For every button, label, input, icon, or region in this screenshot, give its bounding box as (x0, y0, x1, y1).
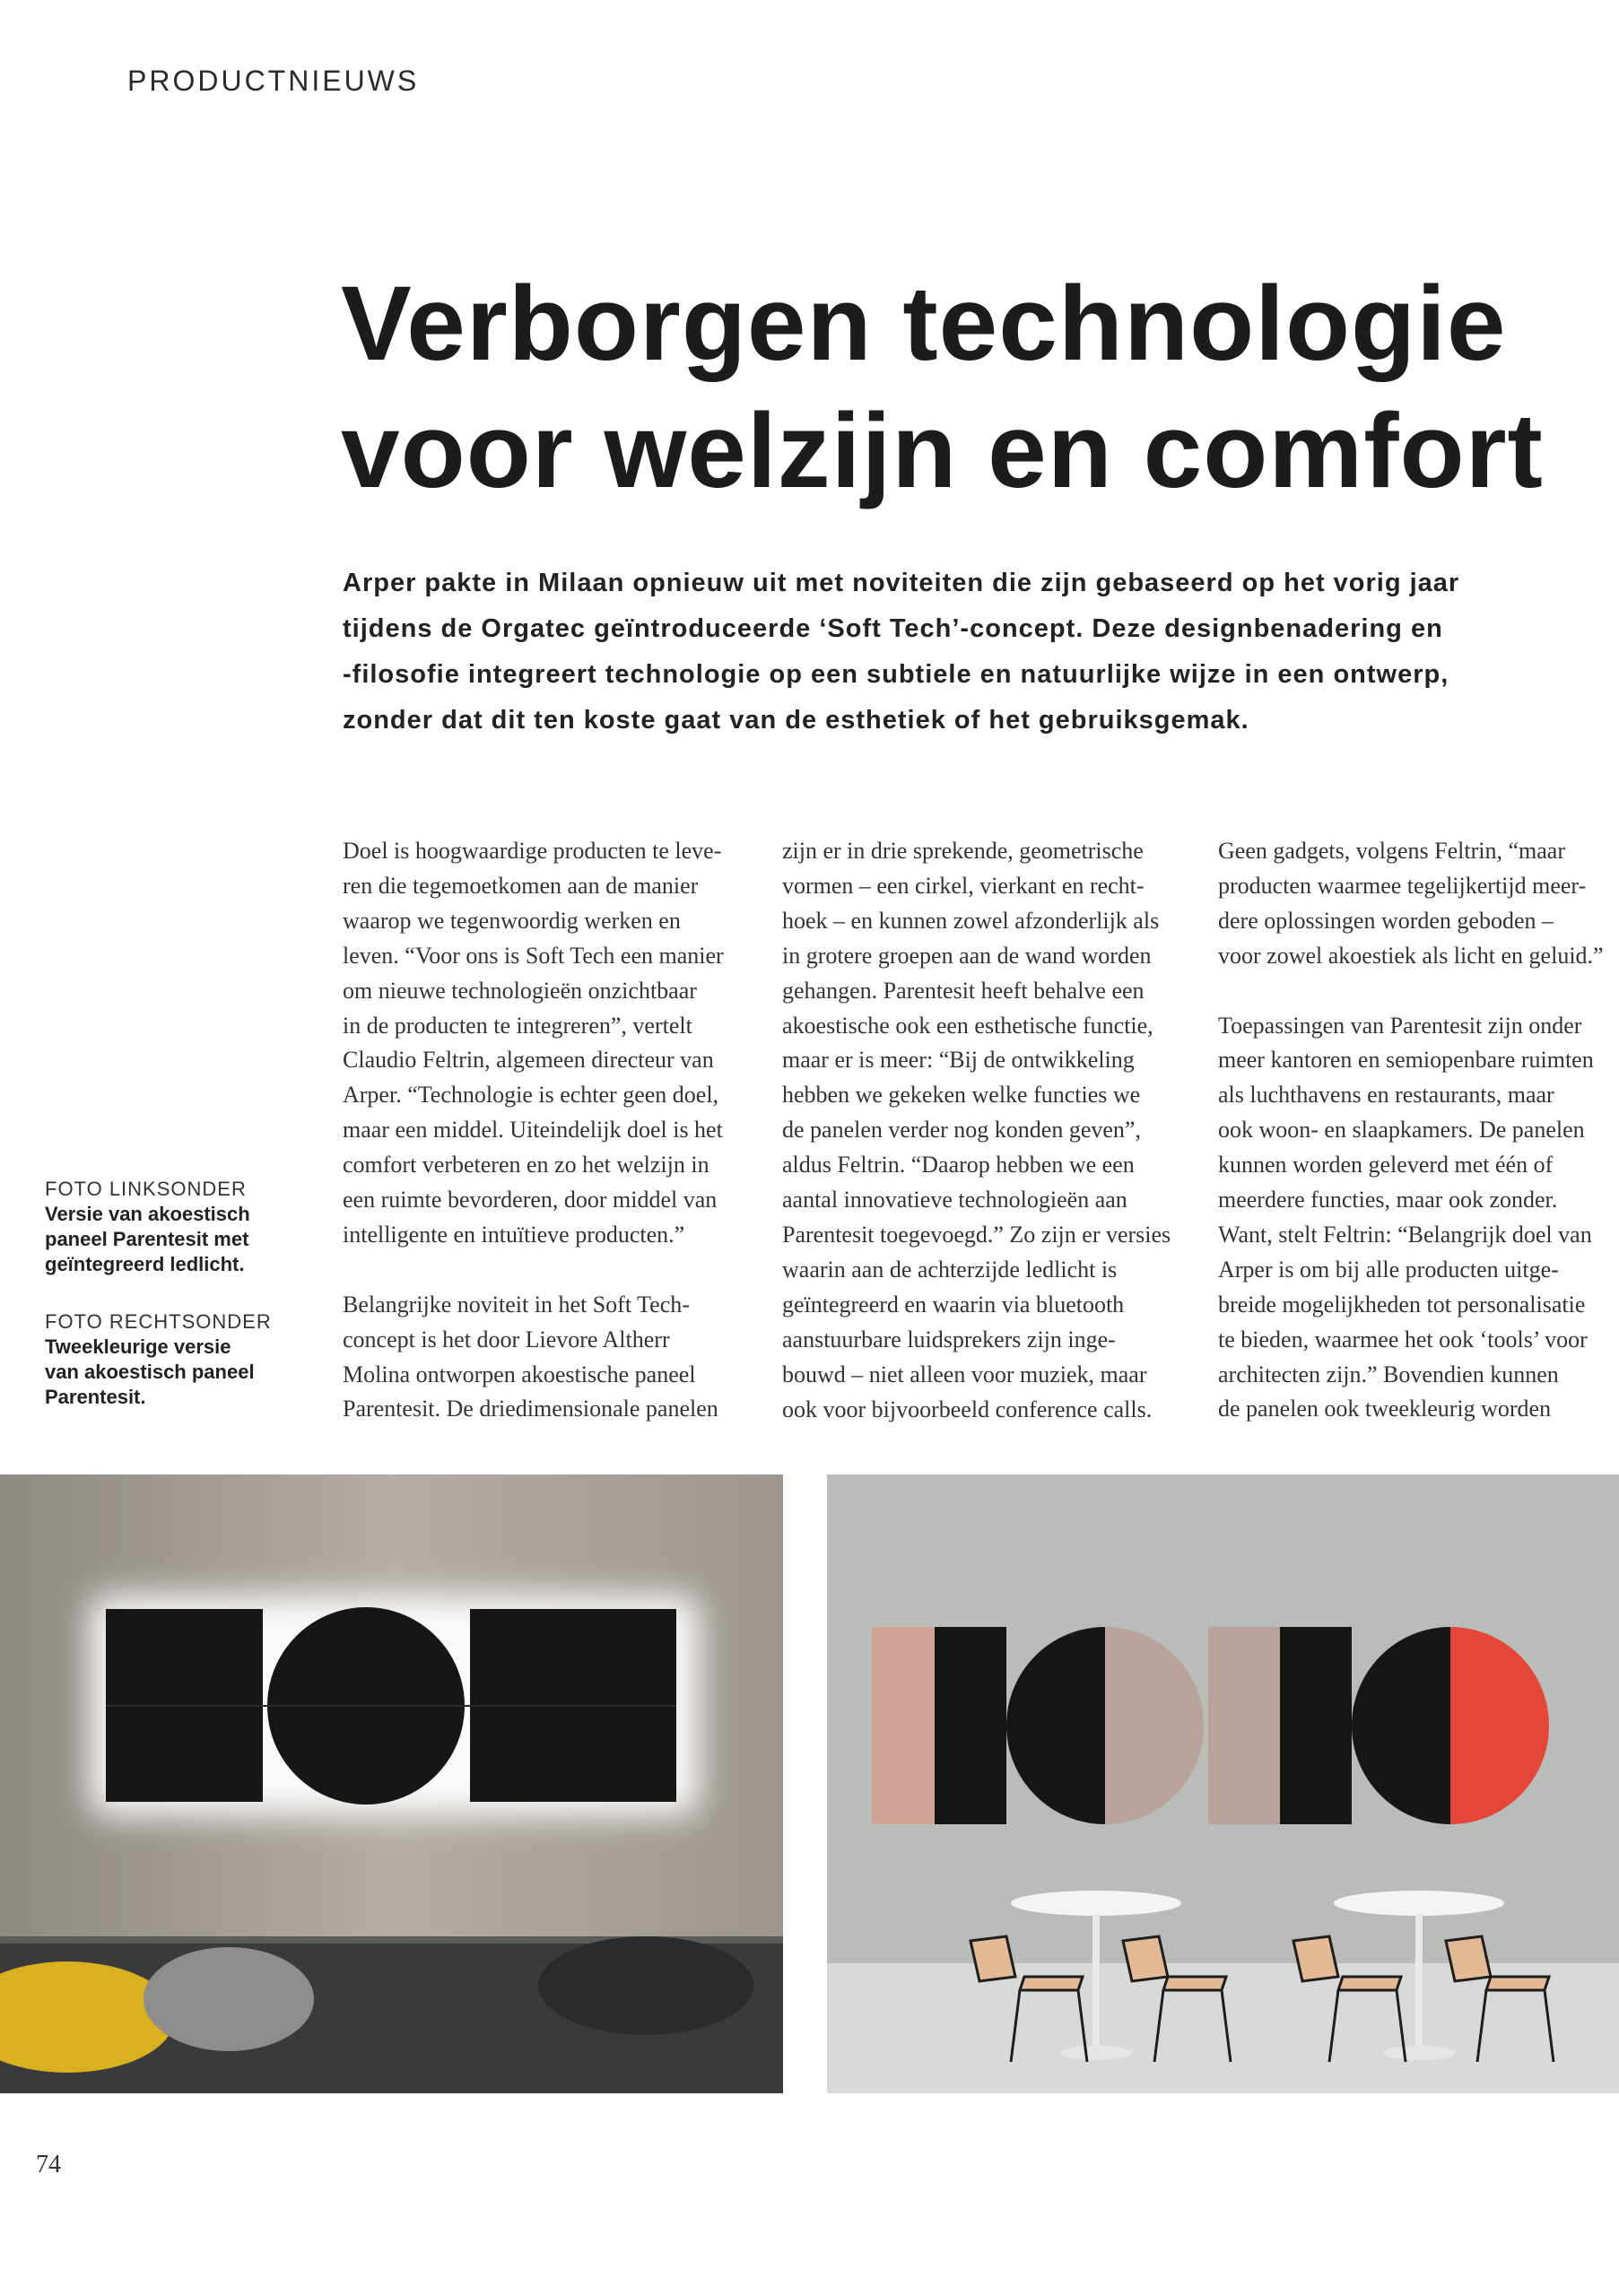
body-line: meerdere functies, maar ook zonder. (1218, 1187, 1558, 1213)
body-line: voor zowel akoestiek als licht en geluid.” (1218, 942, 1604, 969)
photo-right-two-tone-panels (827, 1474, 1619, 2093)
body-line: Arper is om bij alle producten uitge- (1218, 1256, 1559, 1283)
body-line: maar een middel. Uiteindelijk doel is het (343, 1117, 723, 1144)
body-line: zijn er in drie sprekende, geometrische (782, 838, 1144, 864)
body-line (343, 1253, 764, 1288)
body-line: maar er is meer: “Bij de ontwikkeling (782, 1047, 1135, 1074)
body-line: te bieden, waarmee het ook ‘tools’ voor (1218, 1326, 1588, 1352)
body-line: de panelen verder nog konden geven”, (782, 1117, 1141, 1144)
body-line: intelligente en intuïtieve producten.” (343, 1221, 685, 1248)
table (1334, 1891, 1504, 1916)
body-line: Claudio Feltrin, algemeen directeur van (343, 1047, 714, 1074)
body-line: waarin aan de achterzijde ledlicht is (782, 1256, 1118, 1283)
body-line: de panelen ook tweekleurig worden (1218, 1396, 1552, 1422)
body-line: hoek – en kunnen zowel afzonderlijk als (782, 907, 1160, 934)
body-line: leven. “Voor ons is Soft Tech een manier (343, 942, 724, 969)
panel-pink (872, 1627, 935, 1824)
caption-photo-right (45, 1309, 287, 1410)
panel-group (872, 1627, 1549, 1824)
panel-black (1280, 1627, 1352, 1824)
body-column-3 (1218, 834, 1619, 1427)
photo-left-illustration (0, 1474, 783, 2093)
body-column-2 (782, 834, 1204, 1427)
body-line: in grotere groepen aan de wand worden (782, 942, 1152, 969)
body-line: Parentesit. De driedimensionale panelen (343, 1396, 718, 1422)
caption-line: Parentesit. (45, 1386, 146, 1408)
body-line: aantal innovatieve technologieën aan (782, 1187, 1127, 1213)
intro-paragraph (343, 561, 1536, 744)
body-line: concept is het door Lievore Altherr (343, 1326, 670, 1352)
caption-label: FOTO LINKSONDER (45, 1178, 247, 1200)
body-line: ren die tegemoetkomen aan de manier (343, 872, 699, 899)
intro-line: tijdens de Orgatec geïntroduceerde ‘Soft Tech’-concept. Deze designbenadering en (343, 614, 1443, 643)
body-line (1218, 974, 1619, 1009)
body-column-1 (343, 834, 764, 1427)
body-line: aldus Feltrin. “Daarop hebben we een (782, 1152, 1135, 1178)
caption-line: van akoestisch paneel (45, 1361, 255, 1383)
body-line: dere oplossingen worden geboden – (1218, 907, 1554, 934)
body-line: Toepassingen van Parentesit zijn onder (1218, 1012, 1582, 1039)
headline-line: Verborgen technologie (341, 265, 1507, 383)
body-line: ook voor bijvoorbeeld conference calls. (782, 1396, 1153, 1422)
caption-line: Tweekleurige versie (45, 1335, 231, 1358)
pouf-dark (538, 1936, 753, 2035)
body-line: kunnen worden geleverd met één of (1218, 1152, 1554, 1178)
body-line: akoestische ook een esthetische functie, (782, 1012, 1153, 1039)
body-line: gehangen. Parentesit heeft behalve een (782, 977, 1145, 1004)
panel-black (935, 1627, 1006, 1824)
body-line: hebben we gekeken welke functies we (782, 1082, 1141, 1109)
body-line: breide mogelijkheden tot personalisatie (1218, 1291, 1586, 1318)
section-label: PRODUCTNIEUWS (127, 65, 420, 97)
body-line: aanstuurbare luidsprekers zijn inge- (782, 1326, 1116, 1352)
caption-photo-left (45, 1177, 287, 1277)
headline (341, 260, 1597, 515)
body-line: Geen gadgets, volgens Feltrin, “maar (1218, 838, 1565, 864)
body-line: Want, stelt Feltrin: “Belangrijk doel van (1218, 1221, 1592, 1248)
caption-text (45, 1335, 287, 1410)
body-line: Molina ontworpen akoestische paneel (343, 1361, 696, 1387)
headline-line: voor welzijn en comfort (341, 392, 1544, 510)
body-line: als luchthavens en restaurants, maar (1218, 1082, 1554, 1109)
body-line: Arper. “Technologie is echter geen doel, (343, 1082, 719, 1109)
body-line: geïntegreerd en waarin via bluetooth (782, 1291, 1125, 1318)
body-line: Doel is hoogwaardige producten te leve- (343, 838, 722, 864)
body-line: Parentesit toegevoegd.” Zo zijn er versies (782, 1221, 1171, 1248)
intro-line: -filosofie integreert technologie op een subtiele en natuurlijke wijze in een ontwerp, (343, 660, 1449, 689)
body-line: producten waarmee tegelijkertijd meer- (1218, 872, 1587, 899)
body-line: vormen – een cirkel, vierkant en recht- (782, 872, 1145, 899)
caption-line: paneel Parentesit met (45, 1228, 249, 1250)
photo-right-illustration (827, 1474, 1619, 2093)
caption-label: FOTO RECHTSONDER (45, 1310, 272, 1333)
caption-text (45, 1202, 287, 1277)
body-line: om nieuwe technologieën onzichtbaar (343, 977, 697, 1004)
body-line: bouwd – niet alleen voor muziek, maar (782, 1361, 1147, 1387)
intro-line: zonder dat dit ten koste gaat van de esthetiek of het gebruiksgemak. (343, 706, 1249, 735)
pouf-grey (144, 1947, 314, 2051)
body-line: in de producten te integreren”, vertelt (343, 1012, 692, 1039)
body-line: een ruimte bevorderen, door middel van (343, 1187, 718, 1213)
photo-left-backlit-panels (0, 1474, 783, 2093)
body-line: comfort verbeteren en zo het welzijn in (343, 1152, 709, 1178)
body-line: waarop we tegenwoordig werken en (343, 907, 681, 934)
panel-taupe (1208, 1627, 1280, 1824)
table (1011, 1891, 1181, 1916)
body-line: ook woon- en slaapkamers. De panelen (1218, 1117, 1585, 1144)
body-line: architecten zijn.” Bovendien kunnen (1218, 1361, 1559, 1387)
caption-line: geïntegreerd ledlicht. (45, 1253, 245, 1275)
page-number: 74 (36, 2151, 61, 2179)
caption-line: Versie van akoestisch (45, 1203, 250, 1225)
body-line: Belangrijke noviteit in het Soft Tech- (343, 1291, 690, 1318)
body-line: meer kantoren en semiopenbare ruimten (1218, 1047, 1594, 1074)
intro-line: Arper pakte in Milaan opnieuw uit met noviteiten die zijn gebaseerd op het vorig jaar (343, 569, 1460, 597)
